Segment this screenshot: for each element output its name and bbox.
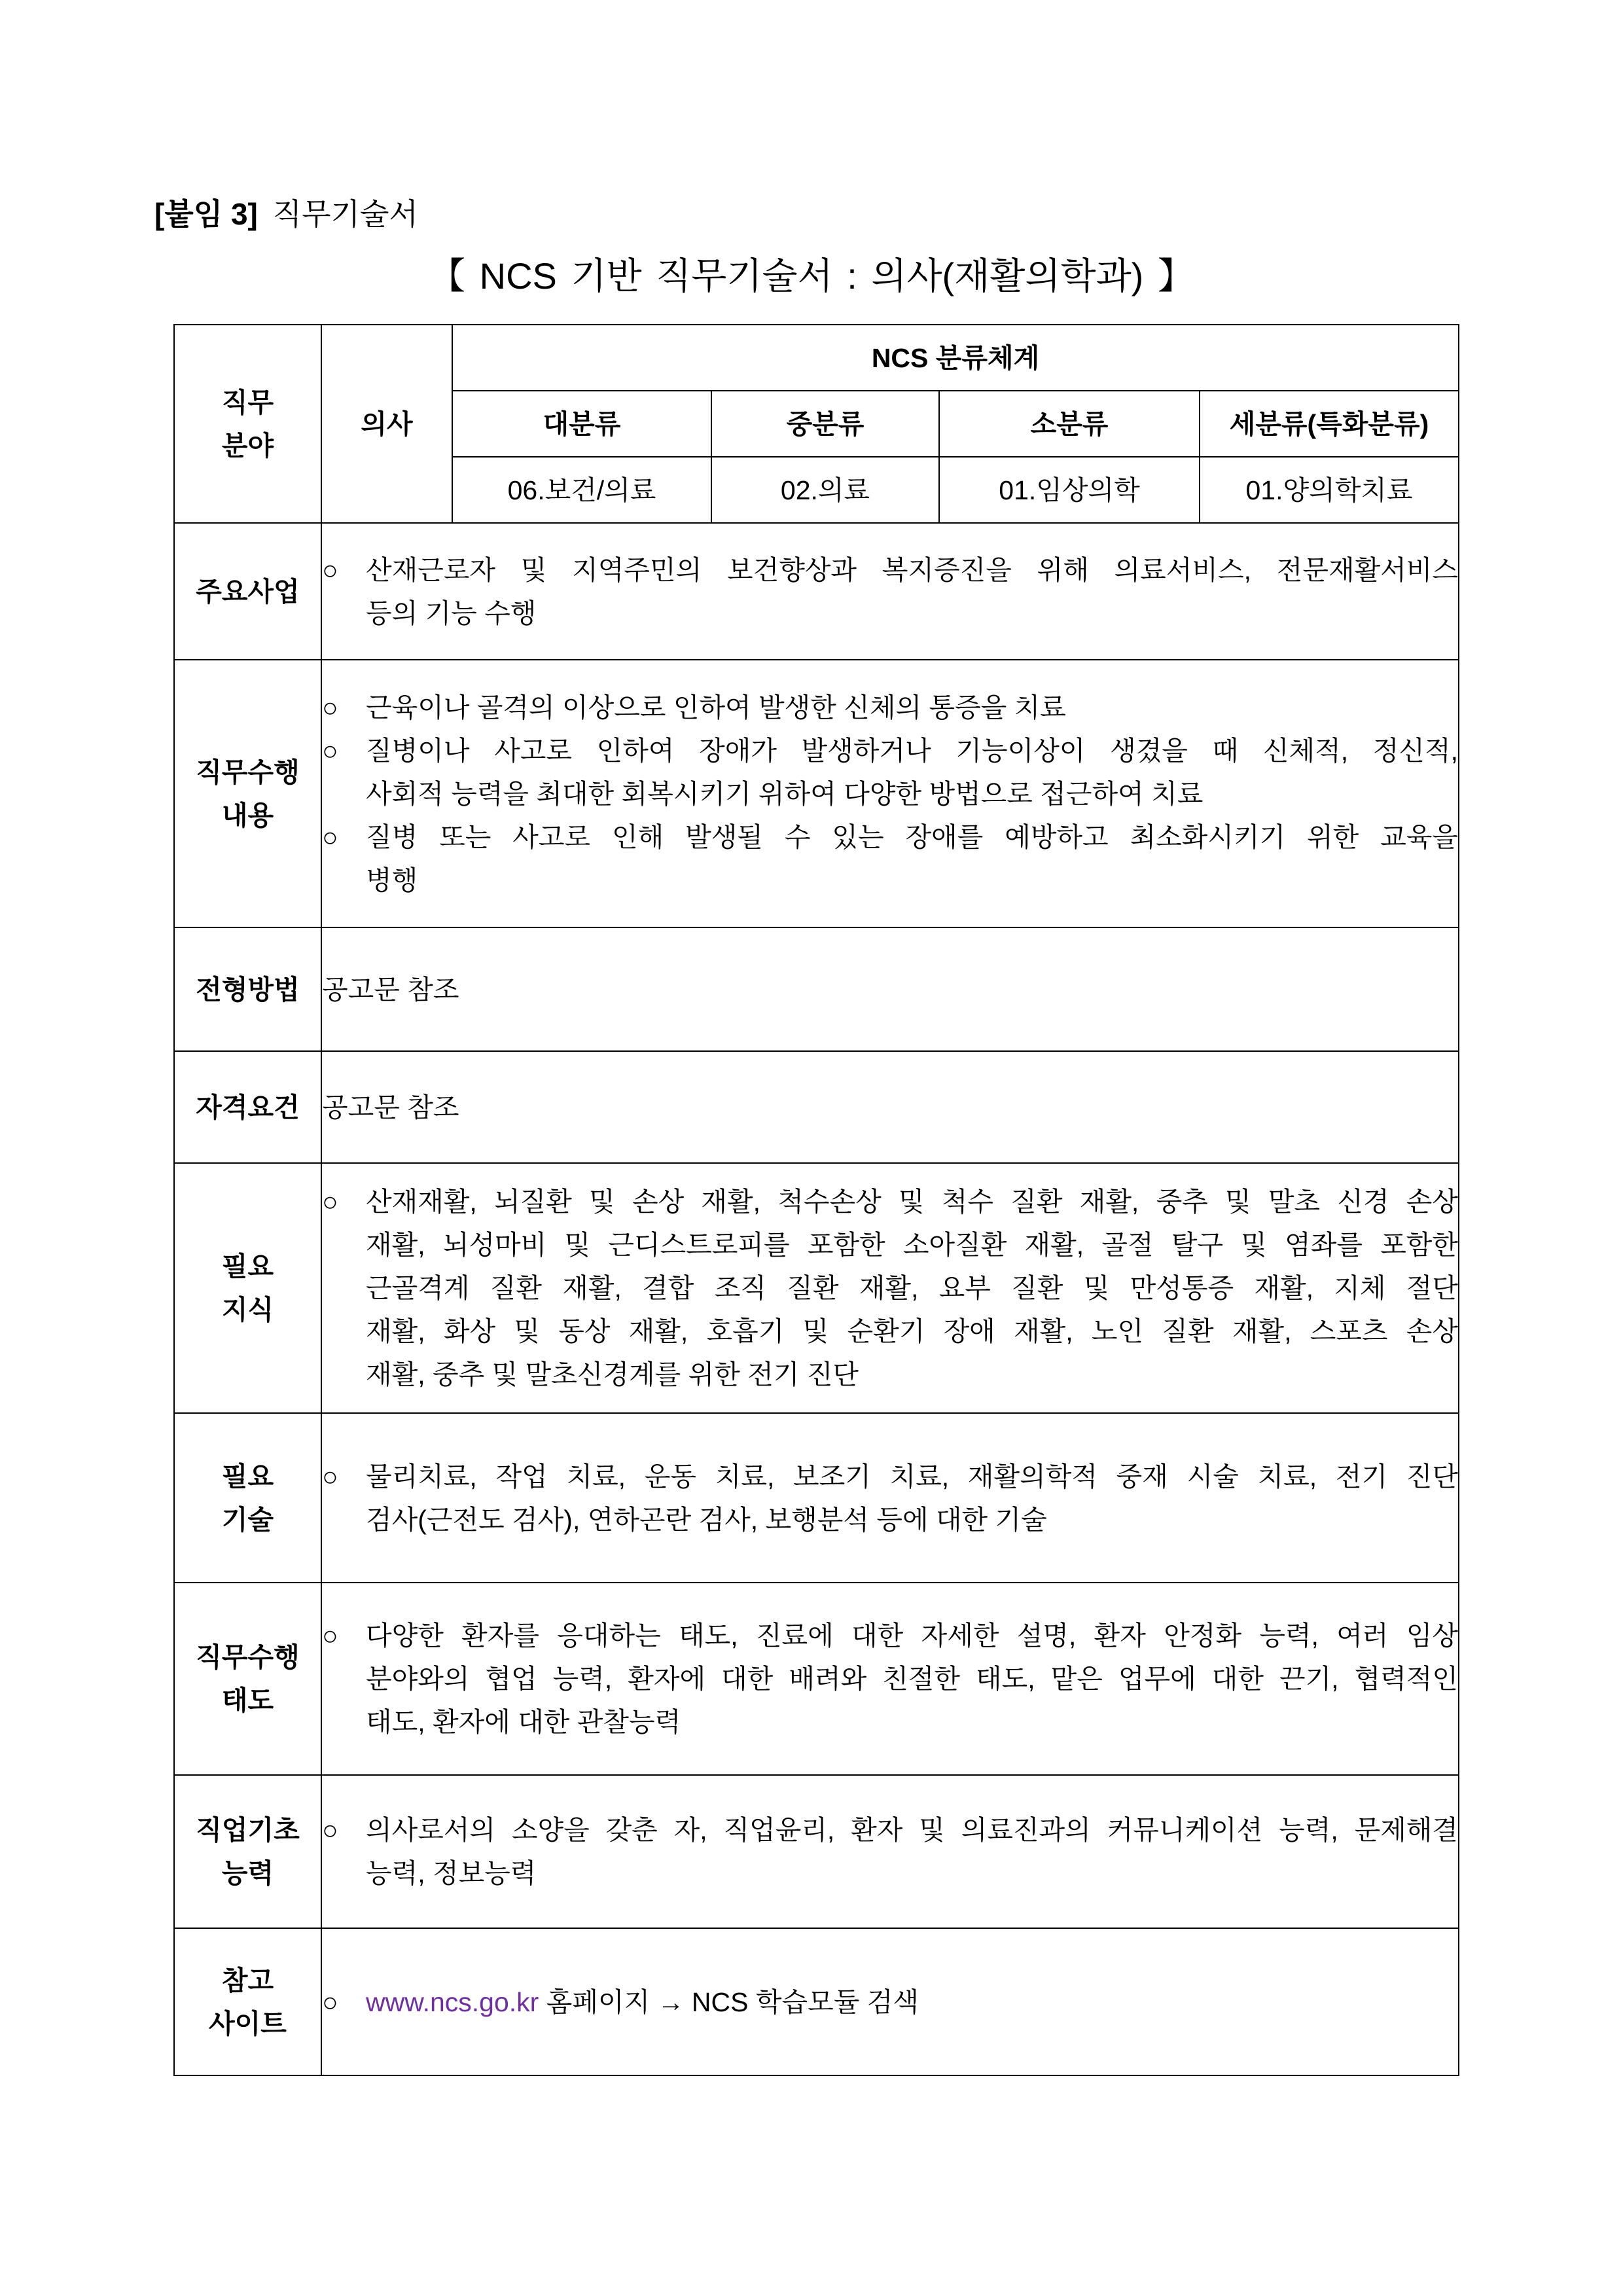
text-line: 병행 — [366, 865, 418, 895]
bullet-text — [366, 1614, 1458, 1744]
text-line: 산재근로자 및 지역주민의 보건향상과 복지증진을 위해 의료서비스, 전문재활서비스 — [366, 554, 1459, 585]
bullet-text — [366, 548, 1458, 635]
text-line: 재활, 화상 및 동상 재활, 호흡기 및 순환기 장애 재활, 노인 질환 재활, 스포츠 손상 — [366, 1316, 1459, 1346]
column-header-minor: 소분류 — [939, 391, 1200, 457]
attitude-label — [174, 1583, 321, 1775]
value-detail: 01.양의학치료 — [1200, 457, 1459, 523]
required-skills-content — [321, 1413, 1459, 1583]
column-header-detail: 세분류(특화분류) — [1200, 391, 1459, 457]
text-line: 근육이나 골격의 이상으로 인하여 발생한 신체의 통증을 치료 — [366, 692, 1066, 723]
attitude-row — [174, 1583, 1459, 1775]
basic-competency-content — [321, 1775, 1459, 1928]
text-line: 태도, 환자에 대한 관찰능력 — [366, 1707, 681, 1737]
circle-bullet-icon: ○ — [322, 1815, 338, 1845]
attachment-heading — [154, 194, 418, 234]
bullet-text — [366, 729, 1458, 816]
circle-bullet-icon: ○ — [322, 735, 338, 766]
label-line: 참고 — [221, 1965, 274, 1996]
bullet-text — [366, 686, 1458, 729]
bullet-item — [322, 1981, 1458, 2024]
text-line: 다양한 환자를 응대하는 태도, 진료에 대한 자세한 설명, 환자 안정화 능력, 여러 임상 — [366, 1621, 1459, 1651]
basic-competency-row — [174, 1775, 1459, 1928]
value-middle: 02.의료 — [711, 457, 939, 523]
selection-method-row — [174, 927, 1459, 1051]
reference-site-row — [174, 1928, 1459, 2075]
ncs-classification-header: NCS 분류체계 — [452, 325, 1459, 391]
job-field-label — [174, 325, 321, 523]
attachment-number: [붙임 3] — [154, 197, 258, 231]
text-line: 물리치료, 작업 치료, 운동 치료, 보조기 치료, 재활의학적 중재 시술 치료, 전기 진단 — [366, 1461, 1459, 1492]
label-line: 지식 — [221, 1295, 274, 1325]
text-line: 질병 또는 사고로 인해 발생될 수 있는 장애를 예방하고 최소화시키기 위한 교육을 — [366, 821, 1459, 852]
bullet-text — [366, 816, 1458, 902]
circle-bullet-icon: ○ — [322, 1461, 338, 1492]
required-knowledge-row — [174, 1163, 1459, 1413]
duties-content — [321, 660, 1459, 927]
circle-bullet-icon: ○ — [322, 821, 338, 852]
qualifications-row — [174, 1051, 1459, 1163]
bullet-item — [322, 686, 1458, 729]
main-business-label: 주요사업 — [174, 523, 321, 660]
required-skills-label — [174, 1413, 321, 1583]
duties-row — [174, 660, 1459, 927]
selection-method-label: 전형방법 — [174, 927, 321, 1051]
bullet-item — [322, 1455, 1458, 1541]
main-business-row — [174, 523, 1459, 660]
value-minor: 01.임상의학 — [939, 457, 1200, 523]
text-line: 능력, 정보능력 — [366, 1858, 537, 1888]
bullet-text — [366, 1180, 1458, 1396]
selection-method-value: 공고문 참조 — [321, 927, 1459, 1051]
bullet-text — [366, 1455, 1458, 1541]
ncs-website-link[interactable]: www.ncs.go.kr — [366, 1986, 539, 2017]
qualifications-value: 공고문 참조 — [321, 1051, 1459, 1163]
reference-site-label — [174, 1928, 321, 2075]
label-line: 직업기초 — [196, 1815, 300, 1845]
circle-bullet-icon: ○ — [322, 1986, 338, 2017]
attitude-content — [321, 1583, 1459, 1775]
label-line: 직무수행 — [196, 757, 300, 787]
circle-bullet-icon: ○ — [322, 1621, 338, 1651]
text-line: 분야와의 협업 능력, 환자에 대한 배려와 친절한 태도, 맡은 업무에 대한 끈기, 협력적인 — [366, 1664, 1459, 1694]
qualifications-label: 자격요건 — [174, 1051, 321, 1163]
circle-bullet-icon: ○ — [322, 1187, 338, 1217]
label-line: 능력 — [221, 1858, 274, 1888]
job-description-table — [173, 324, 1459, 2076]
label-line: 태도 — [221, 1685, 274, 1715]
duties-label — [174, 660, 321, 927]
text-line: 질병이나 사고로 인하여 장애가 발생하거나 기능이상이 생겼을 때 신체적, 정신적, — [366, 735, 1459, 766]
label-line: 기술 — [221, 1504, 274, 1535]
circle-bullet-icon: ○ — [322, 692, 338, 723]
bullet-item — [322, 729, 1458, 816]
required-skills-row — [174, 1413, 1459, 1583]
label-line: 분야 — [221, 430, 274, 461]
label-line: 직무 — [221, 387, 274, 418]
bullet-text — [366, 1981, 1458, 2024]
text-line: 사회적 능력을 최대한 회복시키기 위하여 다양한 방법으로 접근하여 치료 — [366, 778, 1204, 809]
text-line: 근골격계 질환 재활, 결합 조직 질환 재활, 요부 질환 및 만성통증 재활, 지체 절단 — [366, 1273, 1459, 1303]
required-knowledge-content — [321, 1163, 1459, 1413]
label-line: 필요 — [221, 1251, 274, 1282]
bullet-item — [322, 1180, 1458, 1396]
bullet-item — [322, 1614, 1458, 1744]
label-line: 내용 — [221, 800, 274, 831]
bullet-item — [322, 1808, 1458, 1895]
column-header-major: 대분류 — [452, 391, 711, 457]
label-line: 사이트 — [209, 2008, 287, 2039]
text-line: 검사(근전도 검사), 연하곤란 검사, 보행분석 등에 대한 기술 — [366, 1504, 1047, 1535]
classification-header-row — [174, 325, 1459, 391]
basic-competency-label — [174, 1775, 321, 1928]
attachment-title: 직무기술서 — [272, 197, 418, 231]
label-line: 직무수행 — [196, 1642, 300, 1672]
bullet-item — [322, 816, 1458, 902]
text-line: 재활, 뇌성마비 및 근디스트로피를 포함한 소아질환 재활, 골절 탈구 및 염좌를 포함한 — [366, 1230, 1459, 1260]
text-line: 산재재활, 뇌질환 및 손상 재활, 척수손상 및 척수 질환 재활, 중추 및 말초 신경 손상 — [366, 1187, 1459, 1217]
required-knowledge-label — [174, 1163, 321, 1413]
bullet-item — [322, 548, 1458, 635]
text-line — [366, 1981, 1458, 2024]
reference-site-content — [321, 1928, 1459, 2075]
bullet-text — [366, 1808, 1458, 1895]
main-business-content — [321, 523, 1459, 660]
label-line: 필요 — [221, 1461, 274, 1492]
circle-bullet-icon: ○ — [322, 554, 338, 585]
text-line: 등의 기능 수행 — [366, 598, 537, 628]
value-major: 06.보건/의료 — [452, 457, 711, 523]
document-title: 【 NCS 기반 직무기술서 : 의사(재활의학과) 】 — [429, 255, 1194, 296]
job-name: 의사 — [321, 325, 452, 523]
text-line: 의사로서의 소양을 갖춘 자, 직업윤리, 환자 및 의료진과의 커뮤니케이션 능력, 문제해결 — [366, 1815, 1459, 1845]
text-line: 재활, 중추 및 말초신경계를 위한 전기 진단 — [366, 1359, 859, 1390]
reference-instruction: 홈페이지 → NCS 학습모듈 검색 — [546, 1986, 919, 2017]
column-header-middle: 중분류 — [711, 391, 939, 457]
